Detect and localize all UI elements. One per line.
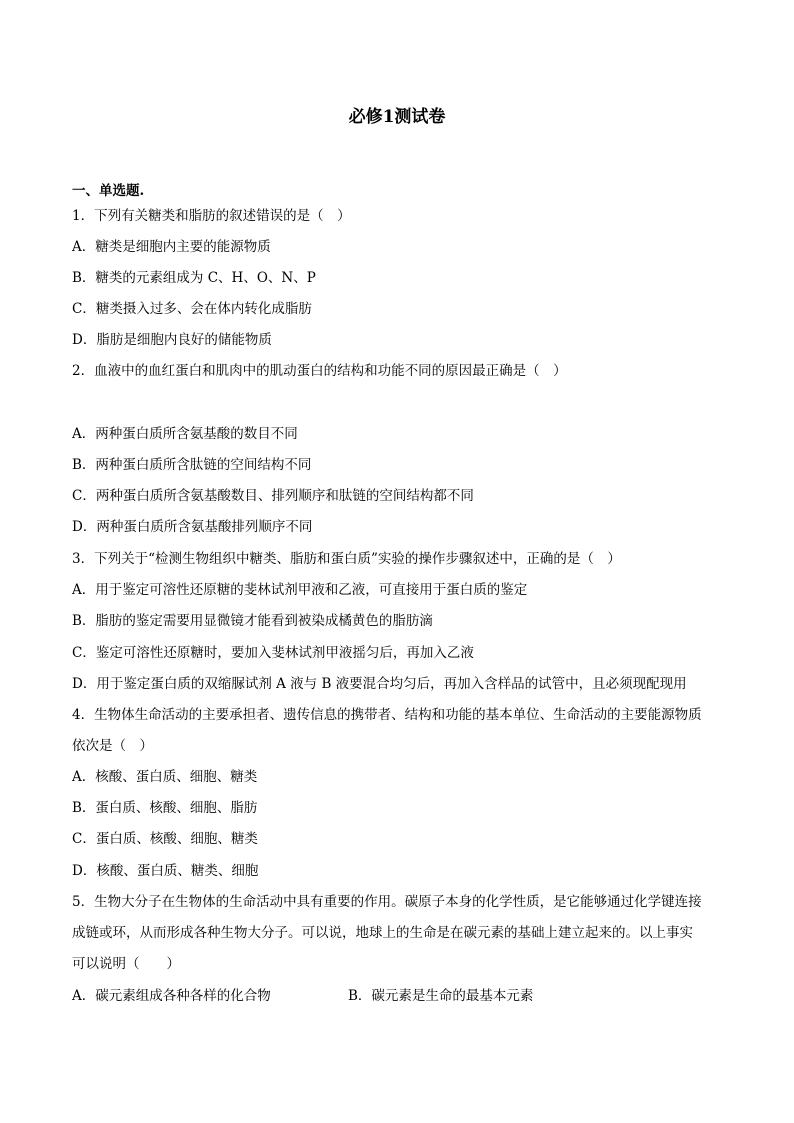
question-1-stem: 1．下列有关糖类和脂肪的叙述错误的是（ ） <box>72 208 351 224</box>
question-3-option-b: B．脂肪的鉴定需要用显微镜才能看到被染成橘黄色的脂肪滴 <box>72 613 433 629</box>
question-2-option-c: C．两种蛋白质所含氨基酸数目、排列顺序和肽链的空间结构都不同 <box>72 488 474 504</box>
question-4-option-d: D．核酸、蛋白质、糖类、细胞 <box>72 863 259 879</box>
question-3-option-c: C．鉴定可溶性还原糖时，要加入斐林试剂甲液摇匀后，再加入乙液 <box>72 645 474 661</box>
question-3-stem: 3．下列关于“检测生物组织中糖类、脂肪和蛋白质”实验的操作步骤叙述中，正确的是（ ） <box>72 551 621 567</box>
question-1-option-d: D．脂肪是细胞内良好的储能物质 <box>72 332 272 348</box>
question-3-option-a: A．用于鉴定可溶性还原糖的斐林试剂甲液和乙液，可直接用于蛋白质的鉴定 <box>72 582 528 598</box>
question-2-option-a: A．两种蛋白质所含氨基酸的数目不同 <box>72 426 298 442</box>
question-4-stem-line-1: 4．生物体生命活动的主要承担者、遗传信息的携带者、结构和功能的基本单位、生命活动的主要能源物质 <box>72 707 702 723</box>
question-2-option-d: D．两种蛋白质所含氨基酸排列顺序不同 <box>72 519 313 535</box>
question-1-option-b: B．糖类的元素组成为 C、H、O、N、P <box>72 270 316 286</box>
question-4-option-b: B．蛋白质、核酸、细胞、脂肪 <box>72 800 258 816</box>
question-5-option-a: A．碳元素组成各种各样的化合物 <box>72 988 271 1004</box>
question-5-option-b: B．碳元素是生命的最基本元素 <box>348 988 534 1004</box>
question-5-stem-line-2: 成链或环，从而形成各种生物大分子。可以说，地球上的生命是在碳元素的基础上建立起来的。以上事实 <box>72 925 693 941</box>
question-2-option-b: B．两种蛋白质所含肽链的空间结构不同 <box>72 457 312 473</box>
question-3-option-d: D．用于鉴定蛋白质的双缩脲试剂 A 液与 B 液要混合均匀后，再加入含样品的试管中，且必须现配现用 <box>72 676 687 692</box>
question-1-option-c: C．糖类摄入过多、会在体内转化成脂肪 <box>72 301 312 317</box>
question-2-stem: 2．血液中的血红蛋白和肌肉中的肌动蛋白的结构和功能不同的原因最正确是（ ） <box>72 363 567 379</box>
page-title: 必修1测试卷 <box>348 107 446 127</box>
section-heading: 一、单选题. <box>72 183 145 199</box>
question-1-option-a: A．糖类是细胞内主要的能源物质 <box>72 239 271 255</box>
question-4-option-c: C．蛋白质、核酸、细胞、糖类 <box>72 831 258 847</box>
question-4-option-a: A．核酸、蛋白质、细胞、糖类 <box>72 769 258 785</box>
question-5-stem-line-1: 5．生物大分子在生物体的生命活动中具有重要的作用。碳原子本身的化学性质，是它能够通过化学键连接 <box>72 894 702 910</box>
question-5-stem-line-3: 可以说明（ ） <box>72 956 180 972</box>
question-4-stem-line-2: 依次是（ ） <box>72 738 153 754</box>
